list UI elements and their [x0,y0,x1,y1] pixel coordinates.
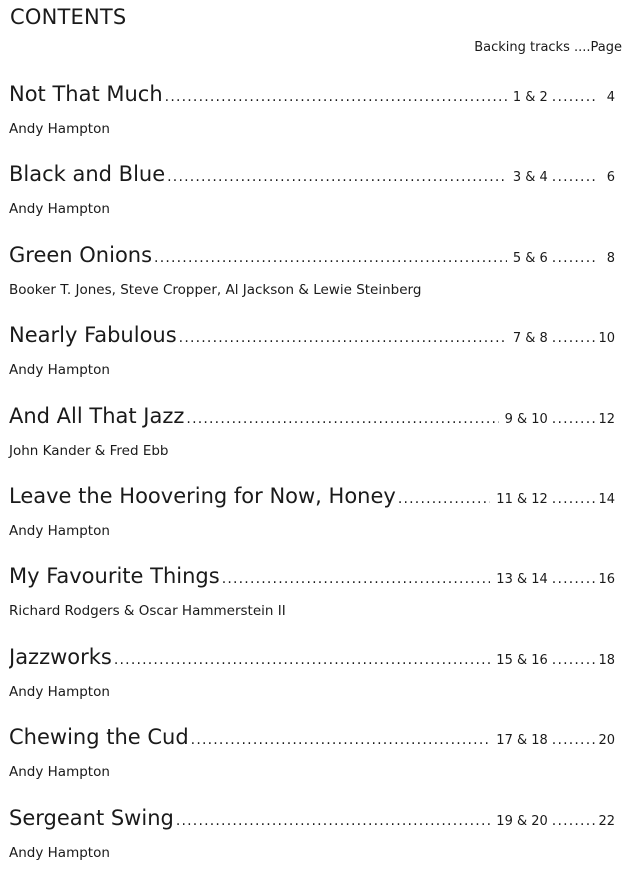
page-number: 22 [598,813,615,829]
composer: Booker T. Jones, Steve Cropper, Al Jackson & Lewie Steinberg [9,281,422,298]
dot-leader [152,250,507,266]
page-number: 12 [598,411,615,427]
song-title: Not That Much [9,82,163,106]
dot-leader [189,732,491,748]
dot-leader [548,491,597,507]
contents-entry [0,82,634,162]
composer: Andy Hampton [9,121,110,137]
track-numbers: 1 & 2 [512,90,548,105]
song-title: Jazzworks [9,644,112,669]
entry-title-line [9,162,615,196]
song-title: Green Onions [9,242,153,267]
entry-title-line [9,404,615,438]
composer: Andy Hampton [9,522,110,539]
page-number: 8 [606,250,615,266]
contents-list [0,82,634,886]
contents-entry [0,725,634,805]
page-number: 6 [606,170,615,186]
track-numbers: 11 & 12 [496,491,548,507]
dot-leader [112,652,490,668]
entry-title-line [9,725,615,759]
track-numbers: 13 & 14 [496,572,548,588]
page-number: 16 [598,572,615,588]
song-title: And All That Jazz [9,403,185,428]
composer: Andy Hampton [9,683,110,700]
composer: John Kander & Fred Ebb [9,442,169,459]
dot-leader [174,813,490,829]
dot-leader [177,330,507,346]
track-numbers: 7 & 8 [512,331,548,347]
contents-entry [0,484,634,564]
entry-title-line [9,645,615,679]
contents-heading: CONTENTS [10,5,127,29]
dot-leader [548,89,597,105]
entry-title-line [9,484,615,518]
dot-leader [548,813,597,829]
composer: Richard Rodgers & Oscar Hammerstein II [9,603,286,620]
entry-title-line [9,243,615,277]
track-numbers: 9 & 10 [504,411,548,427]
composer: Andy Hampton [9,201,110,218]
dot-leader [396,491,490,507]
entry-title-line [9,323,615,357]
contents-entry [0,564,634,644]
contents-entry [0,645,634,725]
dot-leader [220,571,491,587]
song-title: Nearly Fabulous [9,323,177,348]
contents-entry [0,806,634,886]
composer: Andy Hampton [9,362,110,379]
page-number: 14 [598,491,615,507]
page-number: 18 [598,652,615,668]
dot-leader [548,411,597,427]
contents-entry [0,162,634,242]
dot-leader [165,169,507,185]
song-title: My Favourite Things [9,564,220,589]
contents-entry [0,404,634,484]
song-title: Leave the Hoovering for Now, Honey [9,483,396,508]
contents-entry [0,243,634,323]
page-number: 10 [598,331,615,347]
entry-title-line [9,564,615,598]
dot-leader [548,330,597,346]
track-numbers: 5 & 6 [512,250,548,266]
dot-leader [548,652,597,668]
dot-leader [548,169,597,185]
dot-leader [548,571,597,587]
entry-title-line [9,82,615,116]
track-numbers: 17 & 18 [496,733,548,749]
entry-title-line [9,806,615,840]
dot-leader [548,250,597,266]
dot-leader [184,411,498,427]
song-title: Black and Blue [9,162,166,187]
composer: Andy Hampton [9,844,110,861]
contents-entry [0,323,634,403]
page-number: 20 [598,733,615,749]
track-numbers: 15 & 16 [496,652,548,668]
song-title: Chewing the Cud [9,725,189,750]
dot-leader [548,732,597,748]
column-header: Backing tracks ....Page [474,40,622,55]
composer: Andy Hampton [9,764,110,781]
dot-leader [163,89,507,105]
track-numbers: 19 & 20 [496,813,548,829]
track-numbers: 3 & 4 [512,170,548,186]
song-title: Sergeant Swing [9,805,174,830]
page-number: 4 [606,90,615,105]
